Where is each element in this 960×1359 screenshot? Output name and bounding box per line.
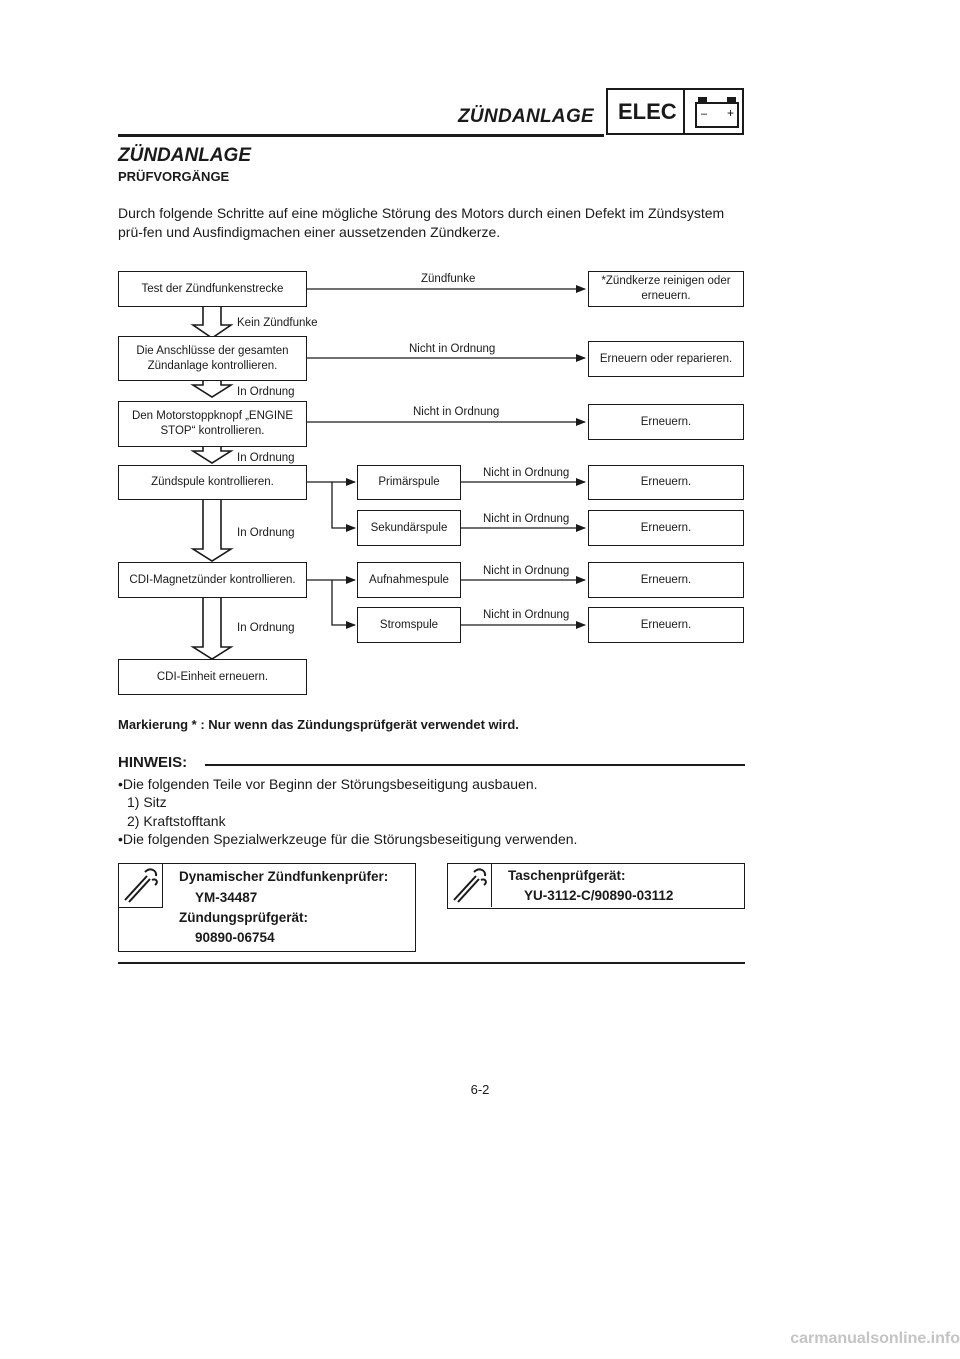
- result-replace-1: Erneuern.: [588, 404, 744, 440]
- step-check-ignition-coil: Zündspule kontrollieren.: [118, 465, 307, 500]
- tool-right-code-1: YU-3112-C/90890-03112: [524, 888, 674, 903]
- coil-pickup: Aufnahmespule: [357, 562, 461, 598]
- step-spark-gap-test: Test der Zündfunkenstrecke: [118, 271, 307, 307]
- step-check-cdi-magneto: CDI-Magnetzünder kontrollieren.: [118, 562, 307, 598]
- battery-plus: +: [727, 106, 735, 120]
- section-subtitle: PRÜFVORGÄNGE: [118, 169, 230, 184]
- hinweis-line-2: 1) Sitz: [127, 794, 167, 810]
- result-clean-plug: *Zündkerze reinigen oder erneuern.: [588, 271, 744, 307]
- coil-primary: Primärspule: [357, 465, 461, 500]
- tool-box-icon-frame: [119, 864, 163, 908]
- tool-left-code-2: 90890-06754: [195, 930, 275, 945]
- hinweis-line-3: 2) Kraftstofftank: [127, 813, 226, 829]
- down-label-ok-4: In Ordnung: [237, 622, 295, 634]
- step-check-connections: Die Anschlüsse der gesamten Zündanlage kontrollieren.: [118, 336, 307, 381]
- battery-minus: –: [701, 108, 708, 120]
- arrow-label-nok-2: Nicht in Ordnung: [413, 406, 500, 418]
- result-replace-5: Erneuern.: [588, 607, 744, 643]
- tool-left-name-1: Dynamischer Zündfunkenprüfer:: [179, 869, 389, 884]
- watermark: carmanualsonline.info: [790, 1330, 960, 1347]
- page-number: 6-2: [470, 1082, 490, 1097]
- step-check-engine-stop: Den Motorstoppknopf „ENGINE STOP“ kontrollieren.: [118, 401, 307, 447]
- result-replace-2: Erneuern.: [588, 465, 744, 500]
- down-label-ok-3: In Ordnung: [237, 527, 295, 539]
- tool-box-right: [447, 863, 745, 909]
- section-title: ZÜNDANLAGE: [118, 145, 251, 166]
- arrow-label-nok-5: Nicht in Ordnung: [483, 565, 570, 577]
- down-label-ok-1: In Ordnung: [237, 386, 295, 398]
- down-label-ok-2: In Ordnung: [237, 452, 295, 464]
- marking-note: Markierung * : Nur wenn das Zündungsprüfgerät verwendet wird.: [118, 717, 519, 732]
- footer-rule: [118, 962, 745, 964]
- arrow-label-nok-1: Nicht in Ordnung: [409, 343, 496, 355]
- step-replace-cdi: CDI-Einheit erneuern.: [118, 659, 307, 695]
- coil-secondary: Sekundärspule: [357, 510, 461, 546]
- arrow-label-nok-6: Nicht in Ordnung: [483, 609, 570, 621]
- result-replace-3: Erneuern.: [588, 510, 744, 546]
- header-title: ZÜNDANLAGE: [458, 106, 594, 127]
- tool-box-left: [118, 863, 416, 952]
- result-replace-4: Erneuern.: [588, 562, 744, 598]
- hinweis-title: HINWEIS:: [118, 754, 188, 771]
- tool-right-name-1: Taschenprüfgerät:: [508, 868, 626, 883]
- elec-label: ELEC: [618, 99, 677, 124]
- down-label-no-spark: Kein Zündfunke: [237, 317, 318, 329]
- arrow-label-nok-3: Nicht in Ordnung: [483, 467, 570, 479]
- tool-box-icon-frame: [448, 864, 492, 907]
- coil-source: Stromspule: [357, 607, 461, 643]
- arrow-label-nok-4: Nicht in Ordnung: [483, 513, 570, 525]
- wrench-tool-icon: [448, 864, 490, 906]
- wrench-tool-icon: [119, 864, 161, 906]
- result-replace-repair: Erneuern oder reparieren.: [588, 341, 744, 377]
- tool-left-code-1: YM-34487: [195, 890, 258, 905]
- arrow-label-spark: Zündfunke: [421, 273, 476, 285]
- tool-left-name-2: Zündungsprüfgerät:: [179, 910, 308, 925]
- hinweis-line-4: •Die folgenden Spezialwerkzeuge für die Störungsbeseitigung verwenden.: [118, 831, 578, 847]
- intro-text: Durch folgende Schritte auf eine mögliche Störung des Motors durch einen Defekt im Zündsystem prü-fen und Ausfindigmachen einer aussetzenden Zündkerze.: [118, 205, 725, 240]
- hinweis-line-1: •Die folgenden Teile vor Beginn der Störungsbeseitigung ausbauen.: [118, 776, 538, 792]
- hinweis-rule: [205, 764, 745, 766]
